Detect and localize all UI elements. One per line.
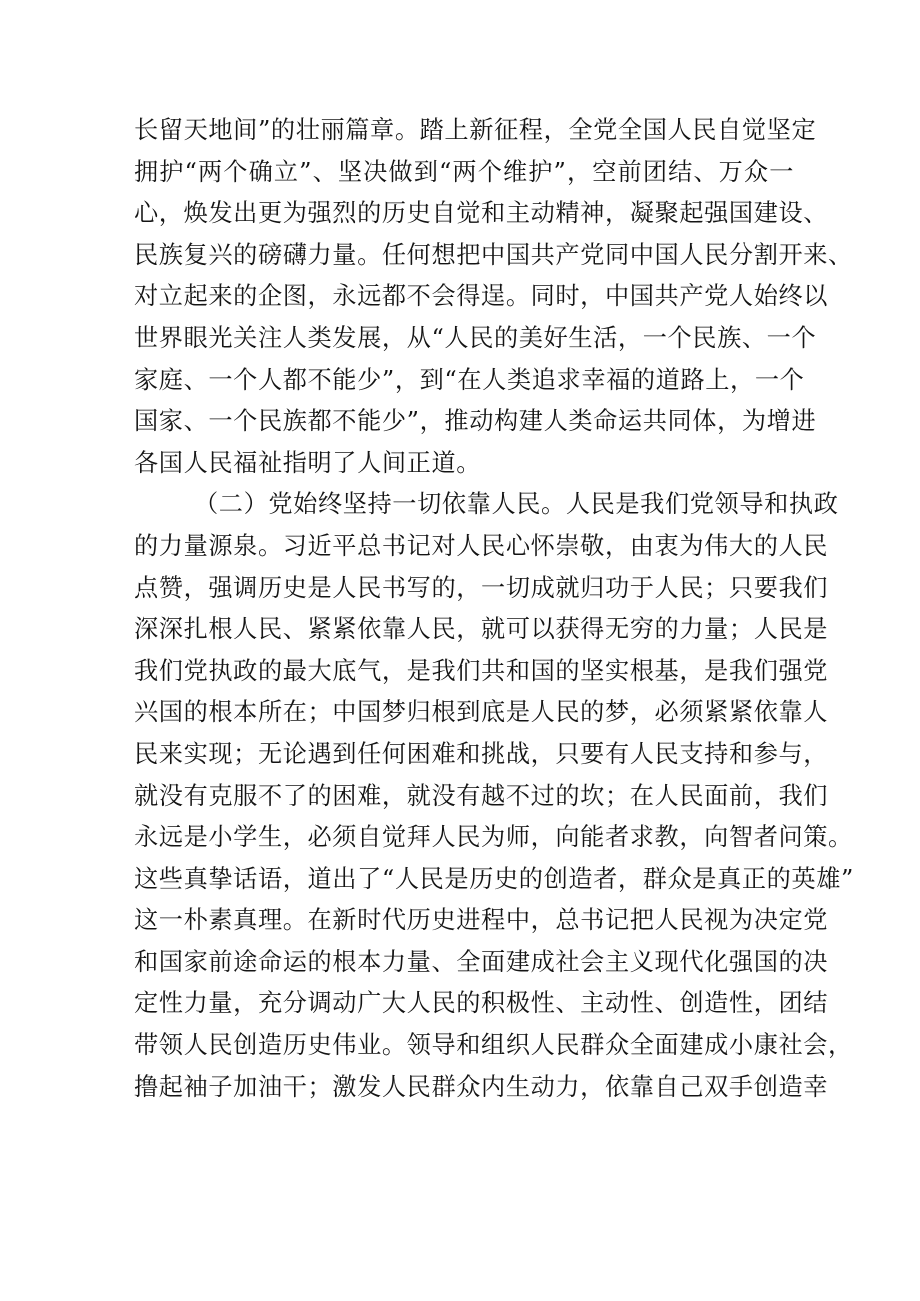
- paragraph-2: [134, 484, 854, 1108]
- paragraph-2-line: 这一朴素真理。在新时代历史进程中，总书记把人民视为决定党: [134, 906, 829, 935]
- paragraph-2-line: 永远是小学生，必须自觉拜人民为师，向能者求教，向智者问策。: [134, 823, 853, 852]
- paragraph-1-line: 世界眼光关注人类发展，从“人民的美好生活，一个民族、一个: [134, 323, 817, 352]
- paragraph-2-line: 点赞，强调历史是人民书写的，一切成就归功于人民；只要我们: [134, 573, 829, 602]
- paragraph-1-line: 长留天地间”的壮丽篇章。踏上新征程，全党全国人民自觉坚定: [134, 116, 817, 144]
- paragraph-1-line: 国家、一个民族都不能少”，推动构建人类命运共同体，为增进: [134, 407, 817, 436]
- paragraph-1-line: 心，焕发出更为强烈的历史自觉和主动精神，凝聚起强国建设、: [134, 199, 829, 228]
- paragraph-2-line: 兴国的根本所在；中国梦归根到底是人民的梦，必须紧紧依靠人: [134, 698, 829, 727]
- body-text: [134, 110, 854, 1108]
- paragraph-1: [134, 110, 853, 484]
- paragraph-1-line: 对立起来的企图，永远都不会得逞。同时，中国共产党人始终以: [134, 282, 829, 311]
- paragraph-2-line: 深深扎根人民、紧紧依靠人民，就可以获得无穷的力量；人民是: [134, 615, 829, 644]
- paragraph-2-line: 定性力量，充分调动广大人民的积极性、主动性、创造性，团结: [134, 989, 829, 1018]
- paragraph-1-line: 民族复兴的磅礴力量。任何想把中国共产党同中国人民分割开来、: [134, 240, 853, 269]
- paragraph-2-line: （二）党始终坚持一切依靠人民。人民是我们党领导和执政: [194, 490, 839, 519]
- paragraph-2-line: 带领人民创造历史伟业。领导和组织人民群众全面建成小康社会，: [134, 1031, 853, 1060]
- paragraph-2-line: 撸起袖子加油干；激发人民群众内生动力，依靠自己双手创造幸: [134, 1072, 829, 1101]
- paragraph-2-line: 就没有克服不了的困难，就没有越不过的坎；在人民面前，我们: [134, 781, 829, 810]
- paragraph-1-line: 各国人民福祉指明了人间正道。: [134, 448, 482, 477]
- paragraph-2-line: 我们党执政的最大底气，是我们共和国的坚实根基，是我们强党: [134, 656, 829, 685]
- paragraph-1-line: 家庭、一个人都不能少”，到“在人类追求幸福的道路上，一个: [134, 365, 805, 394]
- paragraph-1-line: 拥护“两个确立”、坚决做到“两个维护”，空前团结、万众一: [134, 157, 794, 186]
- paragraph-2-line: 和国家前途命运的根本力量、全面建成社会主义现代化强国的决: [134, 947, 829, 976]
- paragraph-2-line: 这些真挚话语，道出了“人民是历史的创造者，群众是真正的英雄”: [134, 864, 854, 893]
- paragraph-2-line: 民来实现；无论遇到任何困难和挑战，只要有人民支持和参与，: [134, 739, 829, 768]
- paragraph-2-line: 的力量源泉。习近平总书记对人民心怀崇敬，由衷为伟大的人民: [134, 531, 829, 560]
